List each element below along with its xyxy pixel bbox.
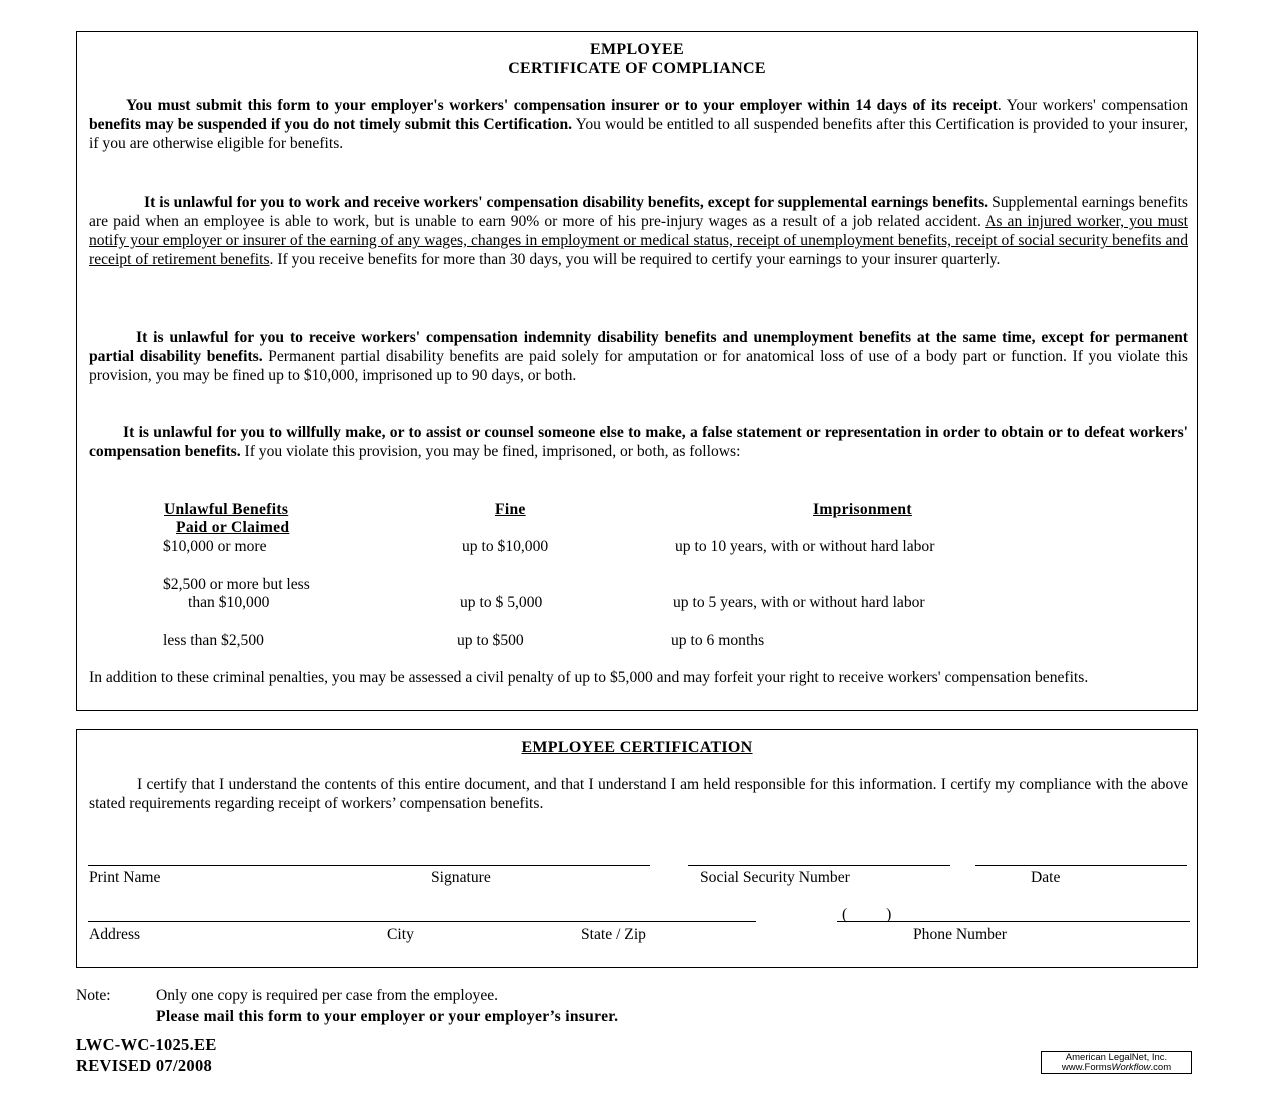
ssn-label: Social Security Number <box>700 869 850 886</box>
logo-website-part2: Workflow <box>1111 1062 1151 1073</box>
row1-benefits: $10,000 or more <box>163 538 267 555</box>
paragraph-submission <box>89 96 1188 153</box>
work-benefits-warning-text: It is unlawful for you to work and receive workers' compensation disability benefits, except for supplemental earnings benefits. <box>144 194 989 211</box>
state-zip-label: State / Zip <box>581 926 646 943</box>
paragraph-civil-penalty: In addition to these criminal penalties, you may be assessed a civil penalty of up to $5,000 and may forfeit your right to receive workers' compensation benefits. <box>89 669 1089 686</box>
row2-benefits: $2,500 or more but less <box>163 576 310 593</box>
note-label: Note: <box>76 987 111 1004</box>
paragraph-false-statement <box>89 423 1188 461</box>
row2-benefits-line2: than $10,000 <box>188 594 270 611</box>
quarterly-certify-text: . If you receive benefits for more than 30 days, you will be required to certify your earnings to your insurer quarterly. <box>269 251 1001 268</box>
title-line-employee: EMPLOYEE <box>590 41 684 58</box>
note-mail-instruction: Please mail this form to your employer or your employer’s insurer. <box>156 1008 619 1025</box>
false-statement-warning-text: It is unlawful for you to willfully make, or to assist or counsel someone else to make, a false statement or representation in order to obtain or to defeat workers' compensation benefits. <box>89 424 1188 460</box>
date-label: Date <box>1031 869 1061 886</box>
row3-fine: up to $500 <box>457 632 524 649</box>
address-label: Address <box>89 926 141 943</box>
certification-title: EMPLOYEE CERTIFICATION <box>521 739 753 756</box>
row3-benefits: less than $2,500 <box>163 632 264 649</box>
supplemental-earnings-text: Supplemental earnings benefits are paid when an employee is able to work, but is unable to earn 90% or more of his pre-injury wages as a result of a job related accident. <box>89 194 1188 230</box>
row1-fine: up to $10,000 <box>462 538 549 555</box>
phone-area-code-parens: ( ) <box>842 906 892 923</box>
submission-text-1: . Your workers' compensation <box>997 97 1188 114</box>
logo-website-part1: www.Forms <box>1061 1062 1112 1073</box>
ssn-line[interactable] <box>688 865 950 866</box>
logo-company-name: American LegalNet, Inc. <box>1065 1052 1168 1063</box>
certification-section <box>76 729 1198 968</box>
row3-imprisonment: up to 6 months <box>671 632 765 649</box>
document-title <box>77 40 1197 78</box>
unemployment-warning-text: It is unlawful for you to receive workers' compensation indemnity disability benefits and unemployment benefits at the same time, except for permanent partial disability benefits. <box>89 329 1188 365</box>
phone-line[interactable] <box>837 921 1190 922</box>
submission-text-2: You would be entitled to all suspended benefits after this Certification is provided to your insurer, if you are otherwise eligible for benefits. <box>89 116 1188 152</box>
row2-imprisonment: up to 5 years, with or without hard labor <box>673 594 925 611</box>
compliance-section <box>76 31 1198 711</box>
header-imprisonment: Imprisonment <box>813 501 912 518</box>
title-line-certificate: CERTIFICATE OF COMPLIANCE <box>508 60 766 77</box>
date-line[interactable] <box>975 865 1187 866</box>
header-paid-or-claimed: Paid or Claimed <box>176 519 290 536</box>
signature-label: Signature <box>431 869 491 886</box>
certification-statement: I certify that I understand the contents of this entire document, and that I understand I am held responsible for this information. I certify my compliance with the above stated requirements regarding receipt of workers’ compensation benefits. <box>89 776 1188 812</box>
city-label: City <box>387 926 414 943</box>
header-unlawful-benefits: Unlawful Benefits <box>164 501 289 518</box>
permanent-partial-text: Permanent partial disability benefits are paid solely for amputation or for anatomical loss of use of a body part or function. If you violate this provision, you may be fined up to $10,000, imprisoned up to 90 days, or both. <box>89 348 1188 384</box>
row1-imprisonment: up to 10 years, with or without hard labor <box>675 538 935 555</box>
revised-date: REVISED 07/2008 <box>76 1056 213 1075</box>
logo-website-part3: .com <box>1150 1062 1172 1073</box>
note-copy-line: Only one copy is required per case from the employee. <box>156 987 499 1004</box>
submission-deadline-text: You must submit this form to your employer's workers' compensation insurer or to your employer within 14 days of its receipt <box>126 97 998 114</box>
phone-number-label: Phone Number <box>913 926 1007 943</box>
address-city-state-line[interactable] <box>88 921 756 922</box>
paragraph-unemployment <box>89 328 1188 385</box>
suspension-warning-text: benefits may be suspended if you do not timely submit this Certification. <box>89 116 573 133</box>
row2-fine: up to $ 5,000 <box>460 594 543 611</box>
header-fine: Fine <box>495 501 526 518</box>
injured-worker-notice-text: As an injured worker, you must notify your employer or insurer of the earning of any wages, changes in employment or medical status, receipt of unemployment benefits, receipt of social security benefits and receipt of retirement benefits <box>89 213 1188 268</box>
form-code: LWC-WC-1025.EE <box>76 1035 217 1054</box>
violation-text: If you violate this provision, you may be fined, imprisoned, or both, as follows: <box>240 443 741 460</box>
american-legalnet-logo <box>1041 1051 1192 1074</box>
paragraph-work-benefits <box>89 193 1188 269</box>
logo-website <box>1045 1063 1188 1073</box>
print-name-signature-line[interactable] <box>88 865 650 866</box>
print-name-label: Print Name <box>89 869 161 886</box>
